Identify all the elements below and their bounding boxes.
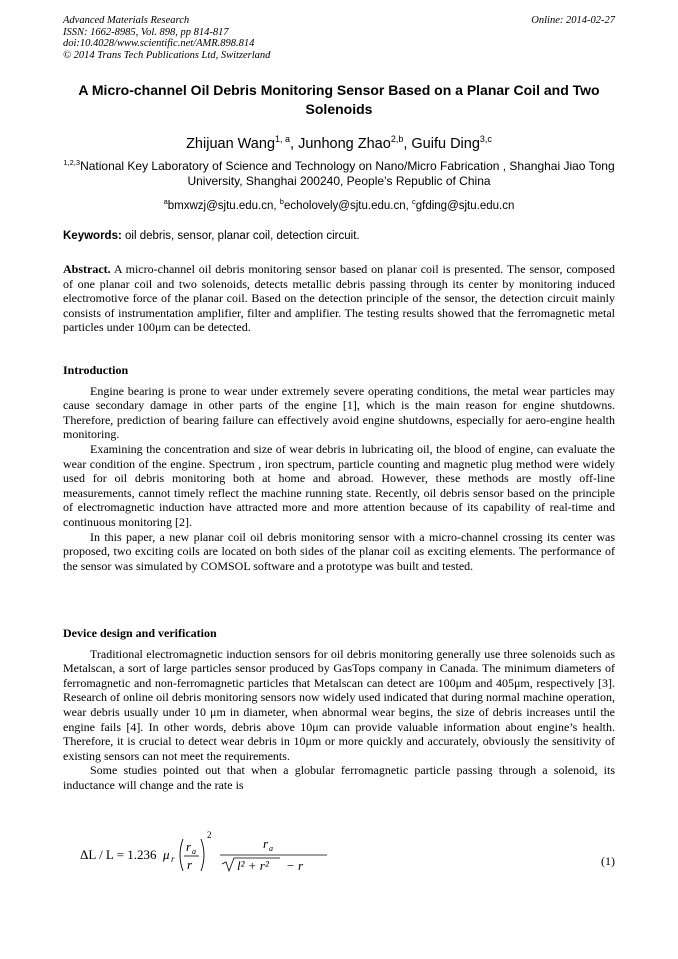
email-superscript: a (163, 197, 168, 206)
journal-header (63, 15, 615, 61)
right-paren (201, 839, 204, 871)
fraction-numerator-subscript: a (192, 847, 196, 856)
paragraph: In this paper, a new planar coil oil debris monitoring sensor with a micro-channel crossing its center was proposed, two exciting coils are located on both sides of the planar coil as exciting elements. The performance of the sensor was simulated by COMSOL software and a prototype was built and tested. (63, 529, 615, 573)
keywords-text: oil debris, sensor, planar coil, detection circuit. (125, 230, 360, 242)
paragraph: Traditional electromagnetic induction sensors for oil debris monitoring generally use three solenoids such as Metalscan, a sort of large particles sensor produced by GasTops company in Canada. The minimum diameters of ferromagnetic and non-ferromagnetic particles that Metalscan can detect are 100μm and 405μm, respectively [3]. Research of online oil debris monitoring sensors now widely used indicated that during normal machine operation, wear debris usually under 10 μm in diameter, when abnormal wear begins, the size of debris increases until the engine fails [4]. In other words, debris above 10μm can provide valuable information about engine’s health. Therefore, it is crucial to detect wear debris in 10μm or more quickly and accurately, obviously the sensitivity of existing sensors can not meet the requirements. (63, 646, 615, 763)
minus-r: − r (286, 858, 304, 873)
equation-mu-subscript: r (171, 854, 175, 864)
fraction2-numerator: r (263, 836, 269, 851)
equation-formula (80, 823, 480, 873)
author-superscript: 2,b (390, 134, 404, 144)
affiliation (63, 155, 615, 189)
email-address[interactable]: gfding@sjtu.edu.cn (415, 199, 515, 212)
left-paren (180, 839, 183, 871)
journal-name: Advanced Materials Research (63, 15, 190, 26)
section-device-design (63, 626, 615, 793)
doi-line: doi:10.4028/www.scientific.net/AMR.898.814 (63, 38, 255, 49)
email-list: $^a$bmxwzj@sjtu.edu.cn, $^b$echolovely@sjtu.edu.cn, $^c$gfding@sjtu.edu.cn (163, 197, 515, 212)
equation-lhs: ΔL / L = 1.236 (80, 847, 157, 862)
keywords-label: Keywords: (63, 230, 122, 242)
radicand: l² + r² (237, 858, 269, 873)
equation-number: (1) (601, 854, 615, 868)
paragraph: Examining the concentration and size of wear debris in lubricating oil, the blood of engine, can evaluate the wear condition of the engine. Spectrum , iron spectrum, particle counting and magnetic plug method were widely used for oil debris monitoring both at home and abroad. However, these methods are mostly off-line measurements, cannot timely reflect the machine running state. Recently, oil debris sensor based on the principle of electromagnetic induction have attracted more and more attention because of its capability of real-time and continuous monitoring [2]. (63, 441, 615, 529)
paragraph: Engine bearing is prone to wear under extremely severe operating conditions, the metal wear particles may cause secondary damage in other parts of the engine [1], which is the main reason for engine shutdowns. Therefore, prediction of bearing failure can effectively avoid engine shutdowns, especially for aero-engine health monitoring. (63, 383, 615, 442)
fraction-denominator: r (187, 857, 193, 872)
paragraph: Some studies pointed out that when a globular ferromagnetic particle passing through a solenoid, its inductance will change and the rate is (63, 763, 615, 792)
section-heading: Introduction (63, 363, 129, 377)
abstract (63, 262, 615, 335)
online-date: Online: 2014-02-27 (531, 15, 615, 26)
paper-title: A Micro-channel Oil Debris Monitoring Sensor Based on a Planar Coil and Two Solenoids (78, 82, 600, 117)
affiliation-superscript: 1,2,3 (63, 158, 81, 167)
equation-1 (80, 823, 615, 873)
author-superscript: 1, a (275, 134, 291, 144)
author-name: Guifu Ding (411, 135, 480, 152)
author-name: Junhong Zhao (298, 135, 391, 152)
section-introduction (63, 363, 615, 573)
issn-line: ISSN: 1662-8985, Vol. 898, pp 814-817 (63, 26, 229, 38)
fraction-numerator: r (186, 839, 192, 854)
author-superscript: 3,c (479, 134, 492, 144)
fraction2-numerator-subscript: a (269, 844, 273, 853)
email-address[interactable]: echolovely@sjtu.edu.cn (283, 199, 406, 212)
affiliation-text: National Key Laboratory of Science and Technology on Nano/Micro Fabrication , Shanghai Jiao Tong University, Shanghai 200240, People’s Republic of China (80, 159, 615, 188)
email-superscript: c (412, 197, 416, 206)
keywords (63, 229, 615, 243)
email-superscript: b (279, 197, 284, 206)
author-list: Zhijuan Wang$^{1, a}$, Junhong Zhao$^{2,b}$, Guifu Ding$^{3,c}$ (186, 134, 492, 152)
section-heading: Device design and verification (63, 626, 217, 640)
exponent: 2 (207, 830, 212, 840)
abstract-text: A micro-channel oil debris monitoring sensor based on planar coil is presented. The sensor, composed of one planar coil and two solenoids, detects metallic debris passing through its center by monitoring induced electromotive force of the planar coil. Based on the detection principle of the sensor, the detection circuit mainly consists of instrumentation amplifier, filter and amplifier. The testing results showed that the ferromagnetic metal particles under 100μm can be detected. (63, 262, 615, 335)
copyright-line: © 2014 Trans Tech Publications Ltd, Switzerland (63, 49, 271, 61)
author-name: Zhijuan Wang (186, 135, 276, 152)
equation-mu: μ (163, 847, 170, 862)
abstract-label: Abstract. (63, 262, 111, 276)
email-address[interactable]: bmxwzj@sjtu.edu.cn (167, 199, 274, 212)
